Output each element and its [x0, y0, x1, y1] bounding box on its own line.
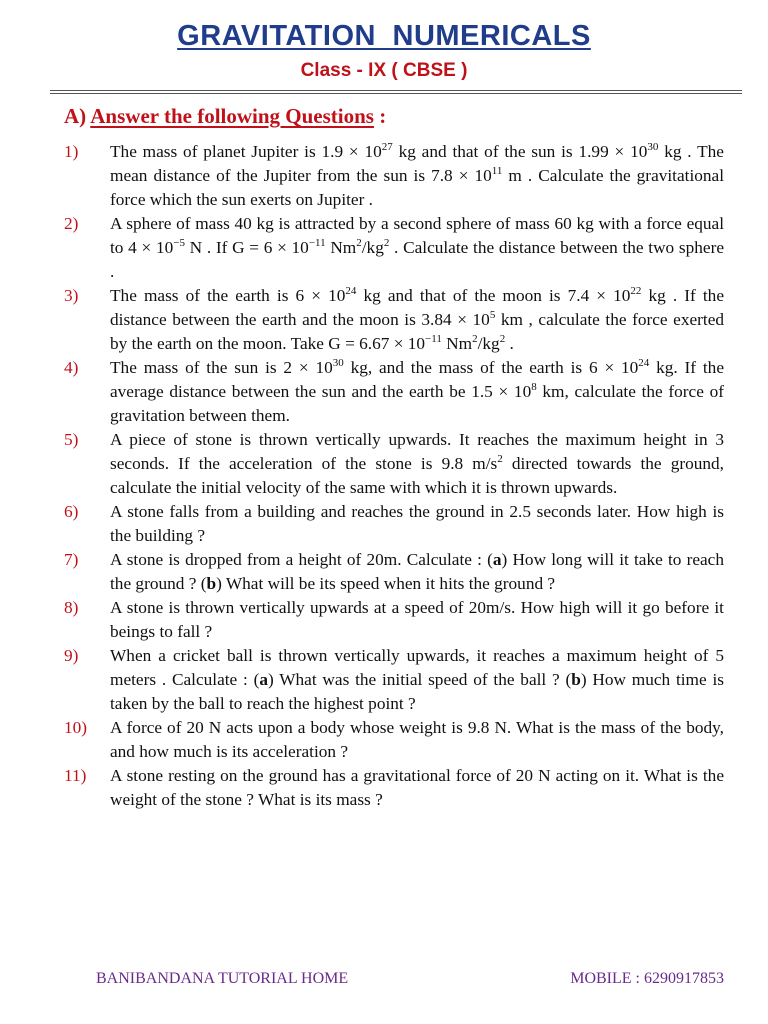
question-text: A stone resting on the ground has a gravitational force of 20 N acting on it. What is the weight of the stone ? What is its mass ?: [110, 766, 724, 809]
footer-mobile: MOBILE : 6290917853: [570, 970, 724, 987]
question-number: 10): [64, 718, 88, 737]
section-colon: :: [379, 104, 387, 128]
question-number: 9): [64, 646, 79, 665]
question-number: 5): [64, 430, 79, 449]
question-number: 3): [64, 286, 79, 305]
header-divider: [50, 90, 742, 94]
question-number: 8): [64, 598, 79, 617]
question-text: When a cricket ball is thrown vertically upwards, it reaches a maximum height of 5 meters . Calculate : (a) What was the initial speed of the ball ? (b) How much time is taken by the ball to reach the highest point ?: [110, 646, 724, 713]
question-text: A stone is thrown vertically upwards at a speed of 20m/s. How high will it go before it beings to fall ?: [110, 598, 724, 641]
page-title: GRAVITATION NUMERICALS: [177, 20, 591, 52]
section-heading-text: Answer the following Questions: [90, 104, 374, 128]
question-number: 2): [64, 214, 79, 233]
section-heading: [64, 104, 386, 129]
question-item: [64, 356, 724, 428]
question-item: [64, 716, 724, 764]
question-item: [64, 140, 724, 212]
question-text: A piece of stone is thrown vertically upwards. It reaches the maximum height in 3 seconds. If the acceleration of the stone is 9.8 $m/s^2$ directed towards the ground, calculate the initial velocity of the same with which it is thrown upwards.: [110, 430, 724, 497]
question-item: [64, 428, 724, 500]
question-text: A force of 20 N acts upon a body whose weight is 9.8 N. What is the mass of the body, and how much is its acceleration ?: [110, 718, 724, 761]
question-number: 11): [64, 766, 87, 785]
question-item: [64, 212, 724, 284]
question-text: The mass of the sun is $2 \times 10^{30}$ kg, and the mass of the earth is $6 \times 10^{24}$ kg. If the average distance between the sun and the earth be $1.5 \times 10^8$ km, calculate the force of gravitation between them.: [110, 357, 724, 425]
question-number: 4): [64, 358, 79, 377]
question-list: [64, 140, 724, 812]
question-item: [64, 284, 724, 356]
question-text: A stone falls from a building and reaches the ground in 2.5 seconds later. How high is the building ?: [110, 502, 724, 545]
question-number: 6): [64, 502, 79, 521]
question-text: The mass of the earth is $6 \times 10^{24}$ kg and that of the moon is $7.4 \times 10^{22}$ kg . If the distance between the earth and the moon is $3.84 \times 10^5$ km , calculate the force exerted by the earth on the moon. Take $G = 6.67 \times 10^{-11}$ $Nm^2/kg^2$ .: [110, 285, 725, 353]
question-item: [64, 500, 724, 548]
question-text: The mass of planet Jupiter is $1.9 \times 10^{27}$ kg and that of the sun is $1.99 \times 10^{30}$ kg . The mean distance of the Jupiter from the sun is $7.8 \times 10^{11}$ m . Calculate the gravitational force which the sun exerts on Jupiter .: [110, 141, 725, 209]
question-item: [64, 764, 724, 812]
section-label: A): [64, 104, 87, 128]
question-number: 7): [64, 550, 79, 569]
question-number: 1): [64, 142, 79, 161]
question-item: [64, 548, 724, 596]
page-subtitle: Class - IX ( CBSE ): [300, 60, 468, 81]
question-item: [64, 596, 724, 644]
question-text: A stone is dropped from a height of 20m. Calculate : (a) How long will it take to reach the ground ? (b) What will be its speed when it hits the ground ?: [110, 550, 724, 593]
footer-institute: BANIBANDANA TUTORIAL HOME: [96, 970, 349, 987]
question-item: [64, 644, 724, 716]
question-text: A sphere of mass 40 kg is attracted by a second sphere of mass 60 kg with a force equal to $4 \times 10^{-5}$ N . If $G = 6 \times 10^{-11}$ $Nm^2/kg^2$ . Calculate the distance between the two sphere .: [110, 214, 725, 281]
